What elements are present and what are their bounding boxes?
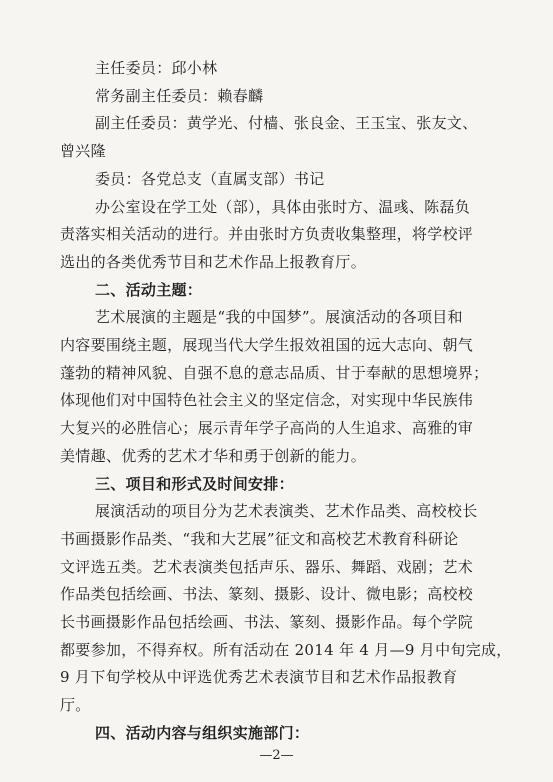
committee-deputy-line-1: 副主任委员：黄学光、付樯、张良金、王玉宝、张友文、 xyxy=(95,114,478,132)
section-2-line-5: 大复兴的必胜信心；展示青年学子高尚的人生追求、高雅的审 xyxy=(60,419,474,437)
committee-director: 主任委员：邱小林 xyxy=(95,59,218,77)
section-3-line-3: 文评选五类。艺术表演类包括声乐、器乐、舞蹈、戏剧；艺术 xyxy=(60,558,474,576)
section-3-line-1: 展演活动的项目分为艺术表演类、艺术作品类、高校校长 xyxy=(95,502,478,520)
section-3-line-2: 书画摄影作品类、“我和大艺展”征文和高校艺术教育科研论 xyxy=(60,530,459,548)
committee-deputy-line-2: 曾兴隆 xyxy=(60,142,106,160)
office-line-3: 选出的各类优秀节目和艺术作品上报教育厅。 xyxy=(60,253,367,271)
section-3-line-6: 都要参加，不得弃权。所有活动在 2014 年 4 月—9 月中旬完成， xyxy=(60,641,512,659)
section-4-heading: 四、活动内容与组织实施部门： xyxy=(95,724,310,742)
section-2-heading: 二、活动主题： xyxy=(95,281,203,299)
section-3-heading: 三、项目和形式及时间安排： xyxy=(95,475,294,493)
office-line-2: 责落实相关活动的进行。并由张时方负责收集整理，将学校评 xyxy=(60,225,474,243)
section-2-line-1: 艺术展演的主题是“我的中国梦”。展演活动的各项目和 xyxy=(95,308,463,326)
section-3-line-7: 9 月下旬学校从中评选优秀艺术表演节目和艺术作品报教育 xyxy=(60,668,458,686)
section-3-line-5: 长书画摄影作品包括绘画、书法、篆刻、摄影作品。每个学院 xyxy=(60,613,474,631)
page-number: —2— xyxy=(259,748,294,763)
office-line-1: 办公室设在学工处（部），具体由张时方、温彧、陈磊负 xyxy=(95,198,471,216)
section-2-line-2: 内容要围绕主题，展现当代大学生报效祖国的远大志向、朝气 xyxy=(60,336,474,354)
section-3-line-4: 作品类包括绘画、书法、篆刻、摄影、设计、微电影；高校校 xyxy=(60,585,474,603)
section-2-line-4: 体现他们对中国特色社会主义的坚定信念，对实现中华民族伟 xyxy=(60,391,474,409)
section-2-line-3: 蓬勃的精神风貌、自强不息的意志品质、甘于奉献的思想境界； xyxy=(60,364,489,382)
committee-members: 委员：各党总支（直属支部）书记 xyxy=(95,170,325,188)
section-3-line-8: 厅。 xyxy=(60,696,91,714)
section-2-line-6: 美情趣、优秀的艺术才华和勇于创新的能力。 xyxy=(60,447,367,465)
committee-executive-deputy: 常务副主任委员：赖春麟 xyxy=(95,87,264,105)
